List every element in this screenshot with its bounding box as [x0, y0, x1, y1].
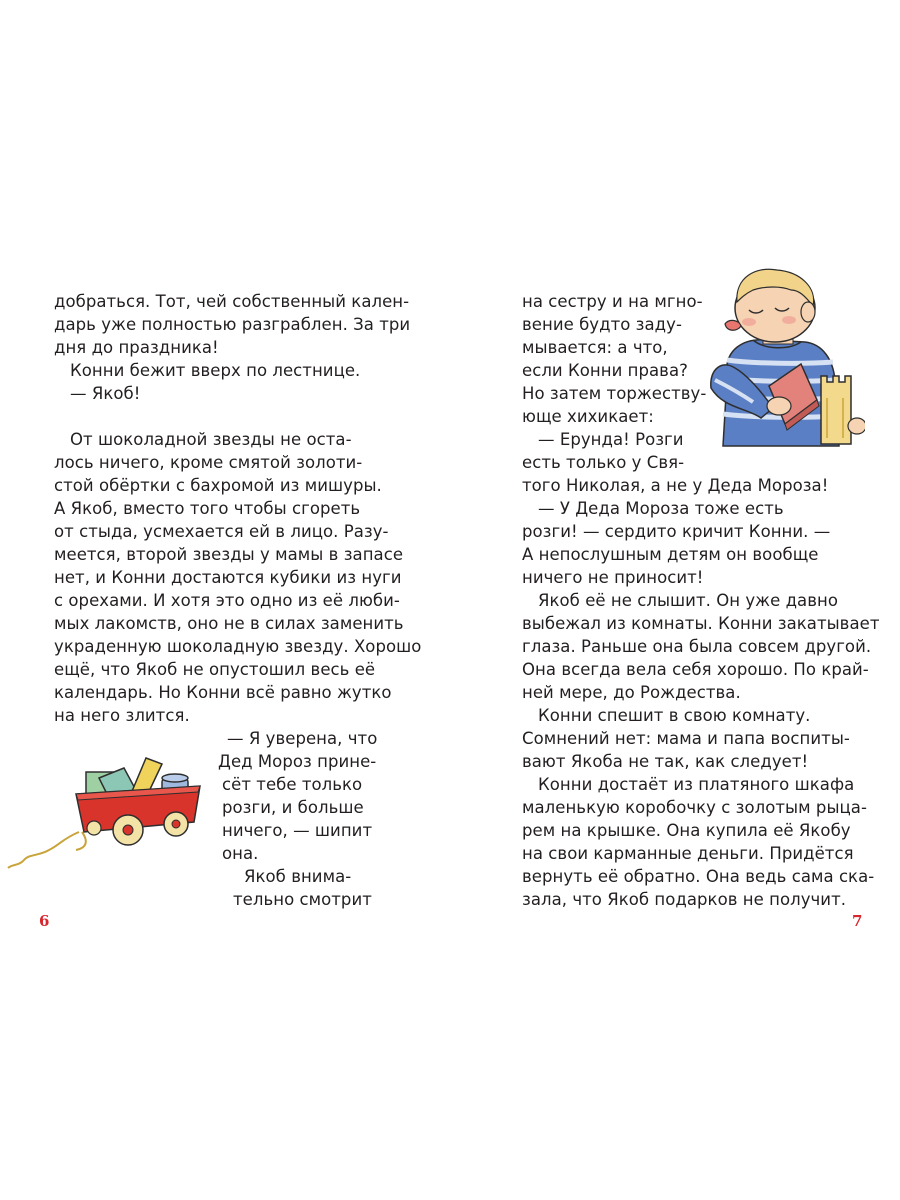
text-line: нет, и Конни достаются кубики из нуги — [54, 568, 402, 587]
text-line: — Ерунда! Розги — [538, 430, 684, 449]
text-line: календарь. Но Конни всё равно жутко — [54, 683, 392, 702]
text-line: вают Якоба не так, как следует! — [522, 752, 809, 771]
text-line: мывается: а что, — [522, 338, 668, 357]
boy-illustration — [705, 268, 865, 448]
text-line: маленькую коробочку с золотым рыца- — [522, 798, 867, 817]
text-line: от стыда, усмехается ей в лицо. Разу- — [54, 522, 389, 541]
text-line: — У Деда Мороза тоже есть — [538, 499, 784, 518]
text-line: Конни бежит вверх по лестнице. — [70, 361, 361, 380]
text-line: она. — [222, 844, 259, 863]
text-line: розги, и больше — [222, 798, 364, 817]
page-number-left: 6 — [39, 912, 50, 930]
text-line: с орехами. И хотя это одно из её люби- — [54, 591, 400, 610]
text-line: Она всегда вела себя хорошо. По край- — [522, 660, 869, 679]
text-line: меется, второй звезды у мамы в запасе — [54, 545, 404, 564]
text-line: Дед Мороз прине- — [218, 752, 377, 771]
text-line: дарь уже полностью разграблен. За три — [54, 315, 411, 334]
text-line: есть только у Свя- — [522, 453, 685, 472]
text-line: Но затем торжеству- — [522, 384, 707, 403]
text-line: Конни спешит в свою комнату. — [538, 706, 811, 725]
text-line: глаза. Раньше она была совсем другой. — [522, 637, 872, 656]
text-line: А непослушным детям он вообще — [522, 545, 819, 564]
text-line: ничего не приносит! — [522, 568, 704, 587]
text-line: если Конни права? — [522, 361, 688, 380]
text-line: Конни достаёт из платяного шкафа — [538, 775, 855, 794]
text-line: украденную шоколадную звезду. Хорошо — [54, 637, 422, 656]
text-line: От шоколадной звезды не оста- — [70, 430, 352, 449]
text-line: тельно смотрит — [233, 890, 372, 909]
text-line: на сестру и на мгно- — [522, 292, 703, 311]
text-line: ничего, — шипит — [222, 821, 373, 840]
text-line: А Якоб, вместо того чтобы сгореть — [54, 499, 361, 518]
text-line: Сомнений нет: мама и папа воспиты- — [522, 729, 850, 748]
text-line: рем на крышке. Она купила её Якобу — [522, 821, 851, 840]
text-line: зала, что Якоб подарков не получит. — [522, 890, 847, 909]
text-line: добраться. Тот, чей собственный кален- — [54, 292, 410, 311]
text-line: выбежал из комнаты. Конни закатывает — [522, 614, 880, 633]
text-line: дня до праздника! — [54, 338, 219, 357]
text-line: — Якоб! — [70, 384, 141, 403]
text-line: на него злится. — [54, 706, 190, 725]
text-line: Якоб её не слышит. Он уже давно — [538, 591, 838, 610]
text-line: вернуть её обратно. Она ведь сама ска- — [522, 867, 875, 886]
text-line: того Николая, а не у Деда Мороза! — [522, 476, 829, 495]
text-line: вение будто заду- — [522, 315, 682, 334]
text-line: — Я уверена, что — [227, 729, 378, 748]
text-line: лось ничего, кроме смятой золоти- — [54, 453, 363, 472]
page-number-right: 7 — [852, 912, 863, 930]
text-line: розги! — сердито кричит Конни. — — [522, 522, 831, 541]
text-line: мых лакомств, оно не в силах заменить — [54, 614, 404, 633]
toy-wagon-illustration — [4, 750, 204, 880]
text-line: стой обёртки с бахромой из мишуры. — [54, 476, 382, 495]
text-line: Якоб внима- — [244, 867, 352, 886]
text-line: юще хихикает: — [522, 407, 654, 426]
text-line: ещё, что Якоб не опустошил весь её — [54, 660, 376, 679]
text-line: на свои карманные деньги. Придётся — [522, 844, 854, 863]
text-line: сёт тебе только — [222, 775, 363, 794]
text-line: ней мере, до Рождества. — [522, 683, 741, 702]
